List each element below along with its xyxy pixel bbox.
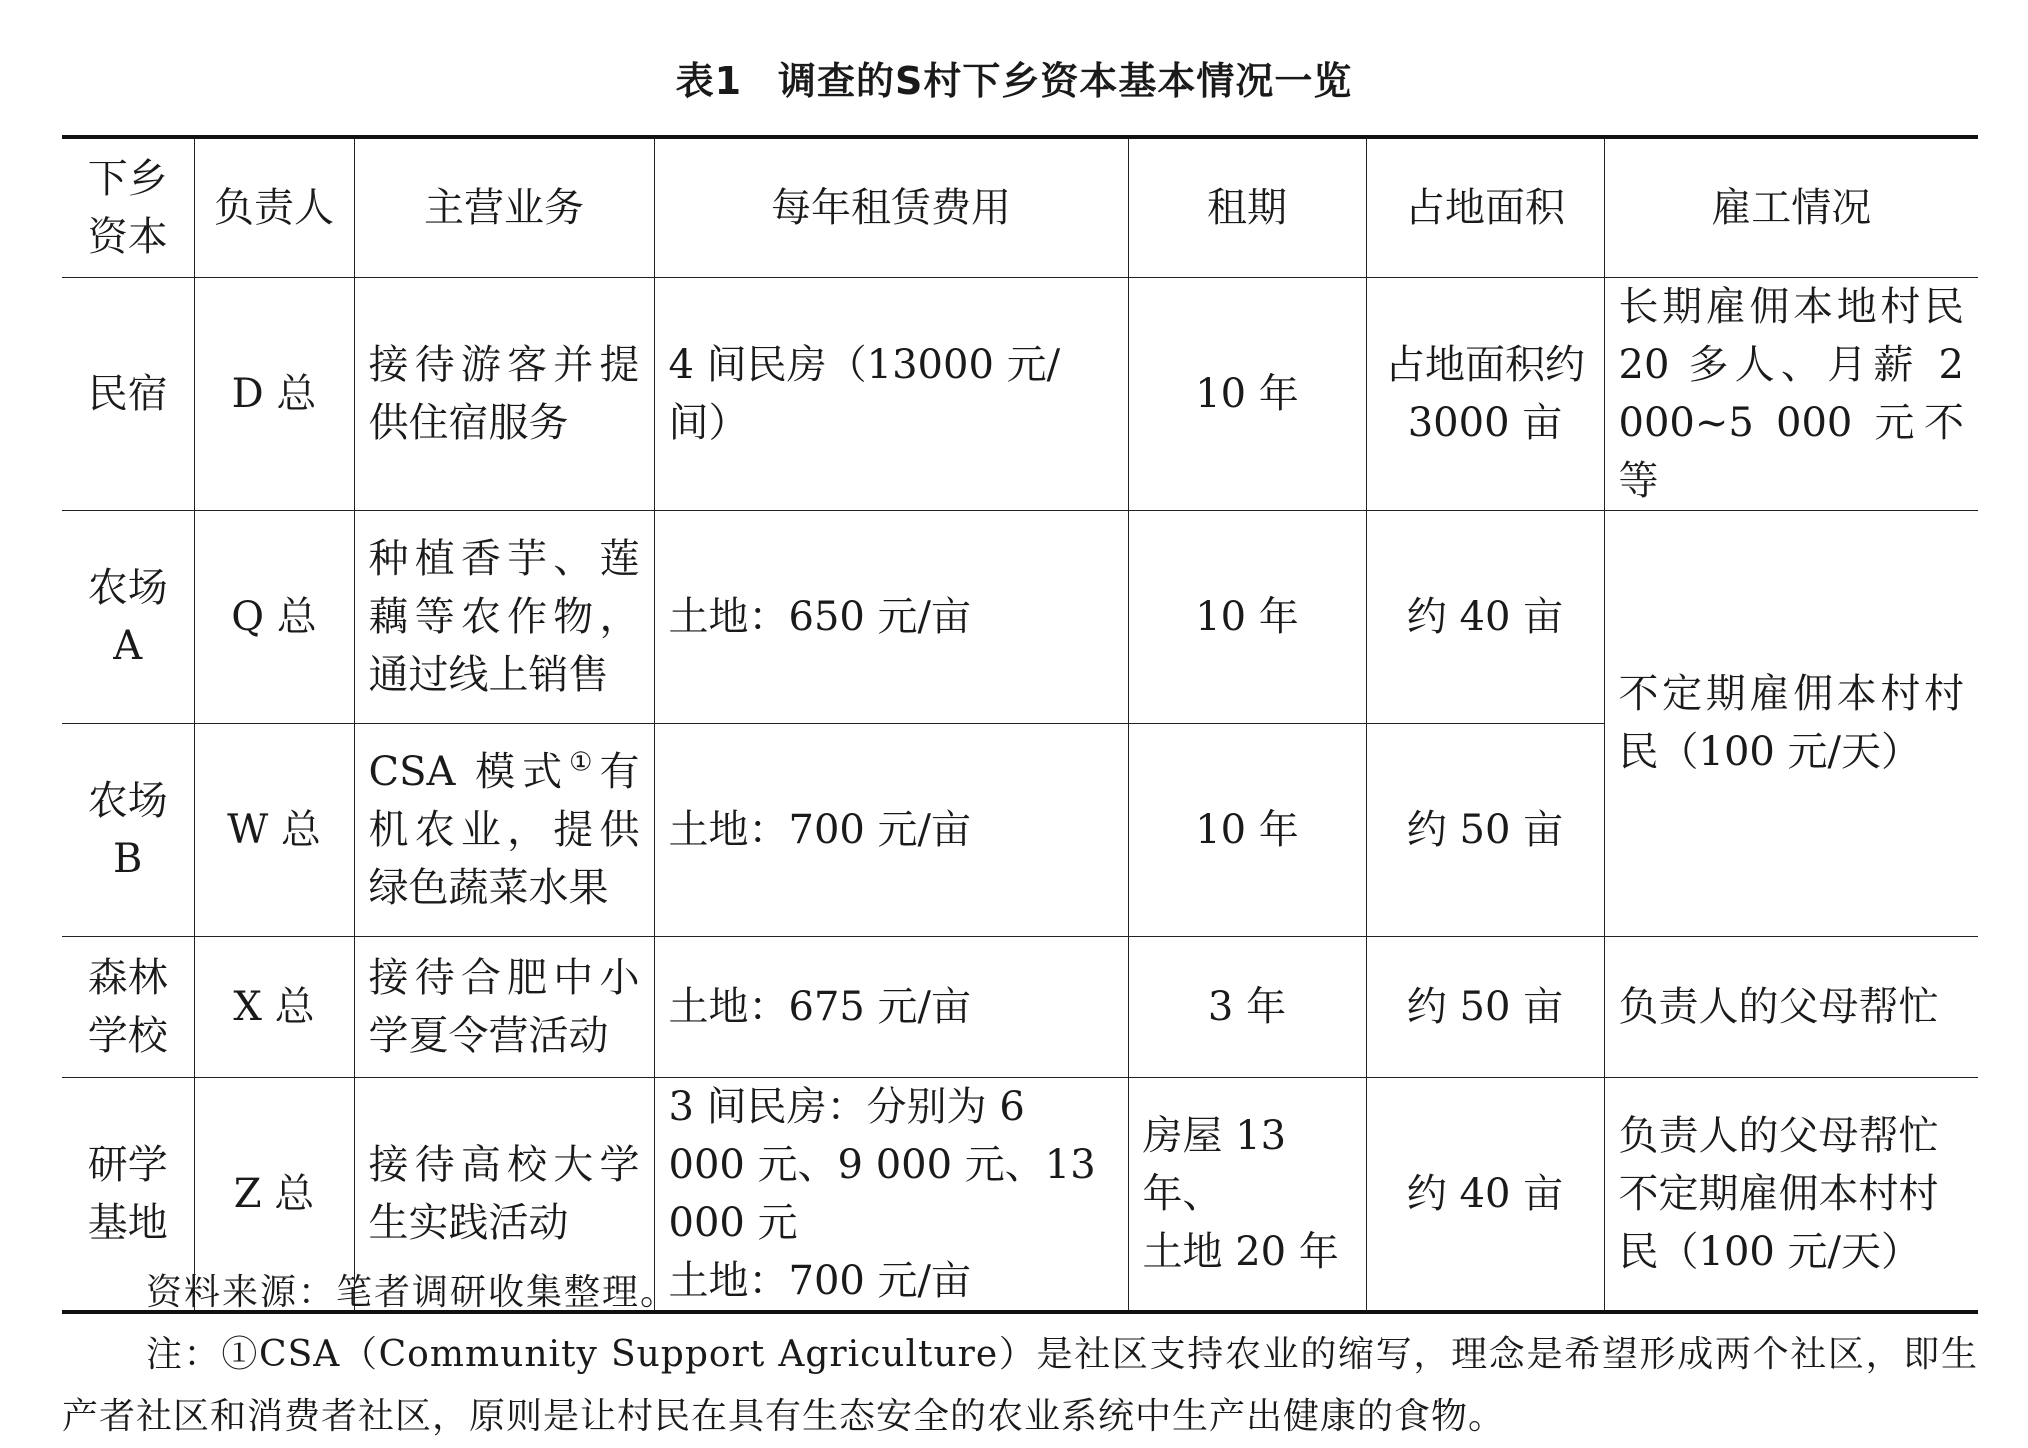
cell-term: 10 年 [1128,723,1366,936]
cell-manager: X 总 [194,936,354,1077]
cell-rent: 土地：650 元/亩 [654,510,1128,723]
cell-employment: 负责人的父母帮忙 [1604,936,1978,1077]
table-row [62,936,1978,1077]
capital-table [62,135,1978,1314]
cell-employment-merged: 不定期雇佣本村村民（100 元/天） [1604,510,1978,936]
cell-manager: Q 总 [194,510,354,723]
source-note: 资料来源：笔者调研收集整理。 [146,1272,679,1313]
header-manager: 负责人 [194,137,354,277]
cell-area: 约 50 亩 [1366,936,1604,1077]
footnote-1: 注：①CSA（Community Support Agriculture）是社区支持农业的缩写，理念是希望形成两个社区，即生产者社区和消费者社区，原则是让村民在具有生态安全的农业系统中生产出健康的食物。 [62,1334,1978,1437]
header-capital: 下乡 资本 [62,137,194,277]
cell-business: 种植香芋、莲藕等农作物，通过线上销售 [354,510,654,723]
table-caption: 调查的S村下乡资本基本情况一览 [778,59,1353,103]
cell-manager: W 总 [194,723,354,936]
table-row [62,277,1978,510]
cell-area: 约 40 亩 [1366,1077,1604,1312]
cell-employment: 负责人的父母帮忙 不定期雇佣本村村民（100 元/天） [1604,1077,1978,1312]
cell-business: 接待合肥中小学夏令营活动 [354,936,654,1077]
cell-rent: 土地：675 元/亩 [654,936,1128,1077]
table-row [62,510,1978,723]
table-number: 表1 [675,59,743,103]
cell-rent: 土地：700 元/亩 [654,723,1128,936]
header-rent: 每年租赁费用 [654,137,1128,277]
cell-rent: 3 间民房：分别为 6 000 元、9 000 元、13 000 元 土地：700 元/亩 [654,1077,1128,1312]
table-notes [62,1262,1978,1448]
cell-capital: 农场 B [62,723,194,936]
business-suffix: 有机农业，提供绿色蔬菜水果 [368,748,640,911]
table-title [0,50,2028,105]
cell-term: 3 年 [1128,936,1366,1077]
cell-term: 10 年 [1128,277,1366,510]
cell-area: 约 50 亩 [1366,723,1604,936]
cell-business: 接待游客并提供住宿服务 [354,277,654,510]
footnote-marker: ① [569,747,600,778]
header-business: 主营业务 [354,137,654,277]
header-area: 占地面积 [1366,137,1604,277]
header-row [62,137,1978,277]
cell-manager: D 总 [194,277,354,510]
header-employment: 雇工情况 [1604,137,1978,277]
cell-capital: 农场 A [62,510,194,723]
cell-area: 占地面积约 3000 亩 [1366,277,1604,510]
cell-employment: 长期雇佣本地村民 20 多人、月薪 2 000~5 000 元不等 [1604,277,1978,510]
cell-area: 约 40 亩 [1366,510,1604,723]
cell-business: 接待高校大学生实践活动 [354,1077,654,1312]
cell-capital: 研学 基地 [62,1077,194,1312]
cell-business [354,723,654,936]
cell-term: 10 年 [1128,510,1366,723]
business-prefix: CSA 模式 [368,748,570,795]
header-term: 租期 [1128,137,1366,277]
cell-manager: Z 总 [194,1077,354,1312]
cell-rent: 4 间民房（13000 元/间） [654,277,1128,510]
cell-capital: 民宿 [62,277,194,510]
cell-capital: 森林 学校 [62,936,194,1077]
cell-term: 房屋 13 年、 土地 20 年 [1128,1077,1366,1312]
